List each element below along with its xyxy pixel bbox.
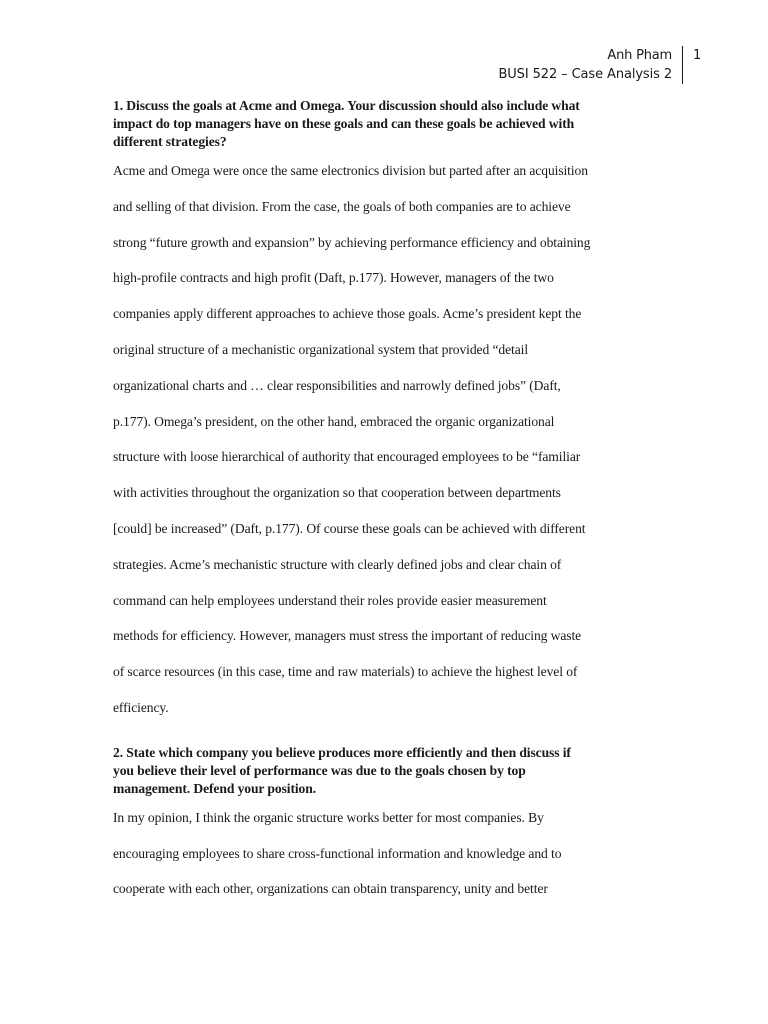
answer-line: original structure of a mechanistic organizational system that provided “detail [113,341,529,357]
page-number: 1 [693,48,702,63]
course-title: BUSI 522 – Case Analysis 2 [498,67,672,82]
question-line: 2. State which company you believe produces more efficiently and then discuss if [113,744,571,760]
answer-line: p.177). Omega’s president, on the other hand, embraced the organic organizational [113,413,555,429]
answer-line: encouraging employees to share cross-functional information and knowledge and to [113,845,562,861]
question-line: management. Defend your position. [113,780,317,796]
answer-line: methods for efficiency. However, managers must stress the important of reducing waste [113,628,582,644]
page-header [498,46,683,84]
question-line: you believe their level of performance was due to the goals chosen by top [113,762,526,778]
answer-2 [113,800,658,907]
answer-line: efficiency. [113,699,169,715]
author-name: Anh Pham [607,48,672,63]
answer-line: companies apply different approaches to achieve those goals. Acme’s president kept the [113,306,582,322]
answer-line: with activities throughout the organization so that cooperation between departments [113,485,561,501]
question-1 [113,97,658,151]
answer-line: and selling of that division. From the case, the goals of both companies are to achieve [113,198,571,214]
document-body [113,97,658,907]
answer-line: high-profile contracts and high profit (Daft, p.177). However, managers of the two [113,270,554,286]
answer-line: cooperate with each other, organizations can obtain transparency, unity and better [113,881,548,897]
answer-line: command can help employees understand their roles provide easier measurement [113,592,547,608]
answer-line: [could] be increased” (Daft, p.177). Of course these goals can be achieved with different [113,520,586,536]
question-line: impact do top managers have on these goals and can these goals be achieved with [113,116,575,131]
answer-1 [113,153,658,726]
question-line: 1. Discuss the goals at Acme and Omega. Your discussion should also include what [113,98,580,113]
answer-line: of scarce resources (in this case, time and raw materials) to achieve the highest level of [113,664,578,680]
answer-line: strategies. Acme’s mechanistic structure with clearly defined jobs and clear chain of [113,556,562,572]
answer-line: Acme and Omega were once the same electronics division but parted after an acquisition [113,163,588,178]
question-2 [113,744,658,798]
answer-line: strong “future growth and expansion” by achieving performance efficiency and obtaining [113,234,591,250]
answer-line: structure with loose hierarchical of authority that encouraged employees to be “familiar [113,449,581,465]
question-line: different strategies? [113,134,227,149]
answer-line: In my opinion, I think the organic structure works better for most companies. By [113,809,544,825]
answer-line: organizational charts and … clear responsibilities and narrowly defined jobs” (Daft, [113,377,561,393]
